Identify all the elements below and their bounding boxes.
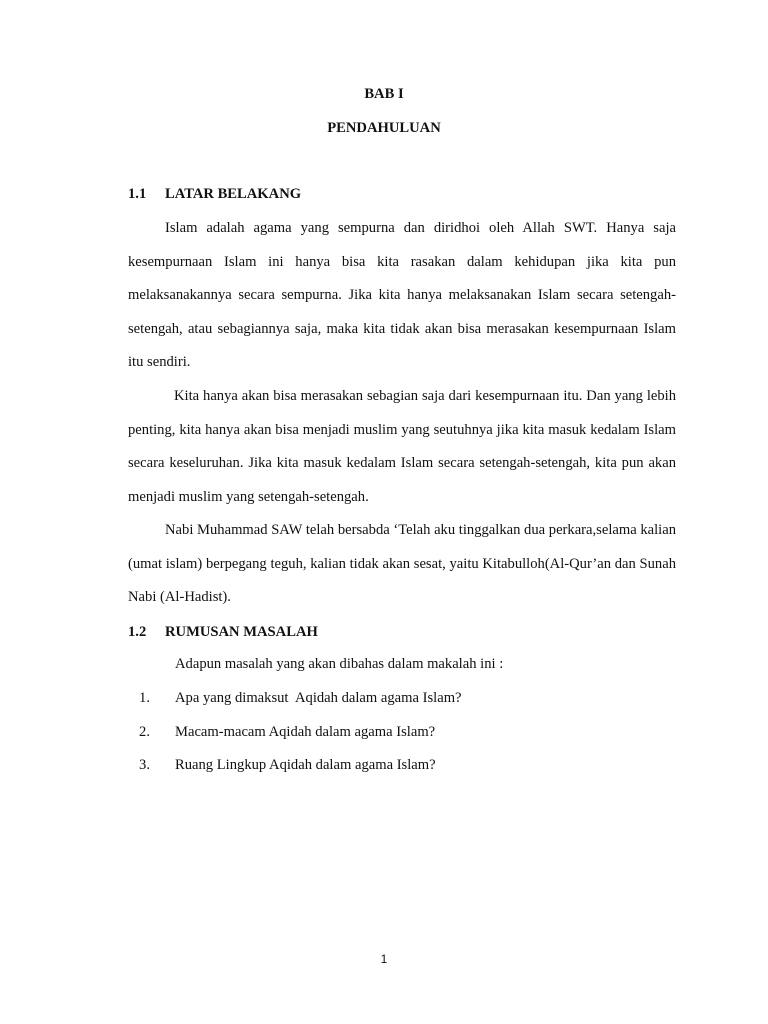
list-item-text: Macam-macam Aqidah dalam agama Islam? — [175, 723, 436, 740]
list-item-text: Apa yang dimaksut Aqidah dalam agama Islam? — [175, 690, 462, 706]
list-item-number: 3. — [139, 757, 150, 774]
paragraph-3: Nabi Muhammad SAW telah bersabda ‘Telah aku tinggalkan dua perkara,selama kalian (umat islam) berpegang teguh, kalian tidak akan sesat, yaitu Kitabulloh(Al-Qur’an dan Sunah Nabi (Al-Hadist). — [128, 522, 676, 606]
section-title: RUMUSAN MASALAH — [165, 624, 318, 640]
problem-list — [128, 682, 462, 783]
list-intro: Adapun masalah yang akan dibahas dalam makalah ini : — [175, 656, 504, 672]
page-number: 1 — [380, 952, 388, 966]
section-heading-rumusan-masalah — [128, 624, 318, 641]
chapter-label: BAB I — [364, 86, 404, 102]
list-item — [128, 749, 462, 783]
paragraph-2: Kita hanya akan bisa merasakan sebagian saja dari kesempurnaan itu. Dan yang lebih penting, kita hanya akan bisa menjadi muslim yang seutuhnya jika kita masuk kedalam Islam secara keseluruhan. Jika kita masuk kedalam Islam secara setengah-setengah, kita pun akan menjadi muslim yang setengah-setengah. — [128, 388, 676, 505]
list-item — [128, 682, 462, 716]
chapter-title: PENDAHULUAN — [327, 120, 441, 136]
list-item-number: 2. — [139, 723, 150, 740]
section-number: 1.1 — [128, 186, 147, 202]
paragraph-1: Islam adalah agama yang sempurna dan diridhoi oleh Allah SWT. Hanya saja kesempurnaan Islam ini hanya bisa kita rasakan dalam kehidupan jika kita pun melaksanakannya secara sempurna. Jika kita hanya melaksanakan Islam secara setengah-setengah, atau sebagiannya saja, maka kita tidak akan bisa merasakan kesempurnaan Islam itu sendiri. — [128, 220, 676, 371]
section-heading-latar-belakang — [128, 186, 301, 203]
list-item-number: 1. — [139, 690, 150, 706]
list-item-text: Ruang Lingkup Aqidah dalam agama Islam? — [175, 757, 436, 774]
section-number: 1.2 — [128, 624, 147, 640]
list-item — [128, 716, 462, 750]
section-title: LATAR BELAKANG — [165, 186, 302, 202]
